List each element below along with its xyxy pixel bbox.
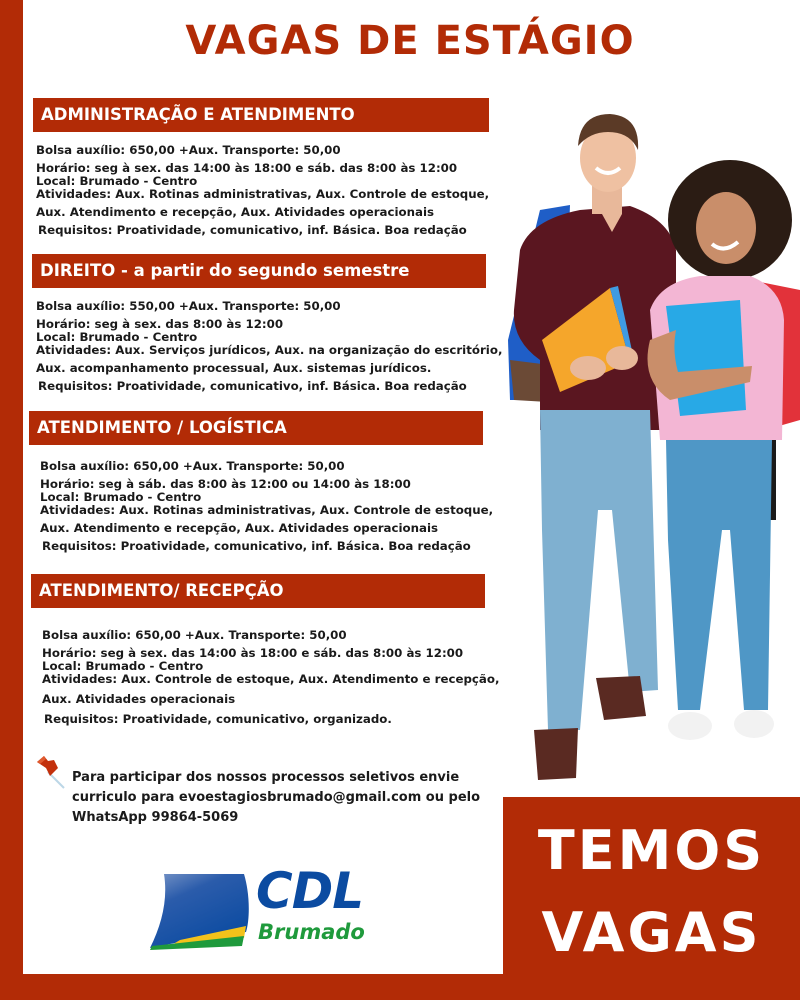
requisitos-text: Requisitos: Proatividade, comunicativo, inf. Básica. Boa redação [38, 379, 467, 393]
horario-text: Horário: seg à sex. das 14:00 às 18:00 e sáb. das 8:00 às 12:00 [42, 646, 464, 660]
horario-text: Horário: seg à sex. das 14:00 às 18:00 e sáb. das 8:00 às 12:00 [36, 161, 458, 175]
application-instructions [72, 768, 492, 828]
section-body-direito [36, 298, 502, 394]
horario-text: Horário: seg à sáb. das 8:00 às 12:00 ou 14:00 às 18:00 [40, 477, 411, 491]
atividades-text: Atividades: Aux. Rotinas administrativas, Aux. Controle de estoque, [40, 503, 494, 517]
atividades-text-cont: Aux. acompanhamento processual, Aux. sistemas jurídicos. [36, 361, 432, 375]
local-text: Local: Brumado - Centro [40, 490, 202, 504]
instructions-line-1: Para participar dos nossos processos seletivos envie [72, 770, 460, 785]
bolsa-text: Bolsa auxílio: 650,00 +Aux. Transporte: 50,00 [40, 459, 345, 473]
page-title: VAGAS DE ESTÁGIO [185, 18, 635, 64]
requisitos-text: Requisitos: Proatividade, comunicativo, inf. Básica. Boa redação [42, 539, 471, 553]
atividades-text: Atividades: Aux. Serviços jurídicos, Aux. na organização do escritório, [36, 343, 503, 357]
requisitos-text: Requisitos: Proatividade, comunicativo, inf. Básica. Boa redação [38, 223, 467, 237]
atividades-text: Atividades: Aux. Rotinas administrativas, Aux. Controle de estoque, [36, 187, 490, 201]
local-text: Local: Brumado - Centro [36, 330, 198, 344]
students-photo [500, 110, 800, 790]
promo-banner [503, 797, 800, 1000]
section-header-recepcao: ATENDIMENTO/ RECEPÇÃO [31, 574, 485, 608]
local-text: Local: Brumado - Centro [42, 659, 204, 673]
frame-left-border [0, 0, 23, 1000]
section-header-administracao: ADMINISTRAÇÃO E ATENDIMENTO [33, 98, 489, 132]
bolsa-text: Bolsa auxílio: 650,00 +Aux. Transporte: 50,00 [36, 143, 341, 157]
logo-brand: CDL [256, 862, 364, 920]
bolsa-text: Bolsa auxílio: 650,00 +Aux. Transporte: 50,00 [42, 628, 347, 642]
cdl-flag-icon [150, 874, 254, 954]
atividades-text: Atividades: Aux. Controle de estoque, Aux. Atendimento e recepção, [42, 672, 500, 686]
atividades-text-cont: Aux. Atendimento e recepção, Aux. Atividades operacionais [36, 205, 435, 219]
requisitos-text: Requisitos: Proatividade, comunicativo, organizado. [44, 712, 392, 726]
atividades-text-cont: Aux. Atividades operacionais [42, 692, 236, 706]
local-text: Local: Brumado - Centro [36, 174, 198, 188]
section-body-recepcao [42, 627, 499, 727]
instructions-line-2: curriculo para evoestagiosbrumado@gmail.com ou pelo [72, 790, 481, 805]
promo-line-2: VAGAS [541, 901, 762, 964]
bolsa-text: Bolsa auxílio: 550,00 +Aux. Transporte: 50,00 [36, 299, 341, 313]
pushpin-icon [34, 754, 68, 790]
section-body-logistica [40, 458, 493, 554]
section-header-logistica: ATENDIMENTO / LOGÍSTICA [29, 411, 483, 445]
horario-text: Horário: seg à sex. das 8:00 às 12:00 [36, 317, 284, 331]
atividades-text-cont: Aux. Atendimento e recepção, Aux. Atividades operacionais [40, 521, 439, 535]
instructions-line-3: WhatsApp 99864-5069 [72, 810, 239, 825]
section-body-administracao [36, 142, 489, 238]
promo-line-1: TEMOS [537, 819, 766, 882]
cdl-brumado-logo [150, 862, 370, 950]
logo-city: Brumado [258, 920, 365, 944]
section-header-direito: DIREITO - a partir do segundo semestre [32, 254, 486, 288]
